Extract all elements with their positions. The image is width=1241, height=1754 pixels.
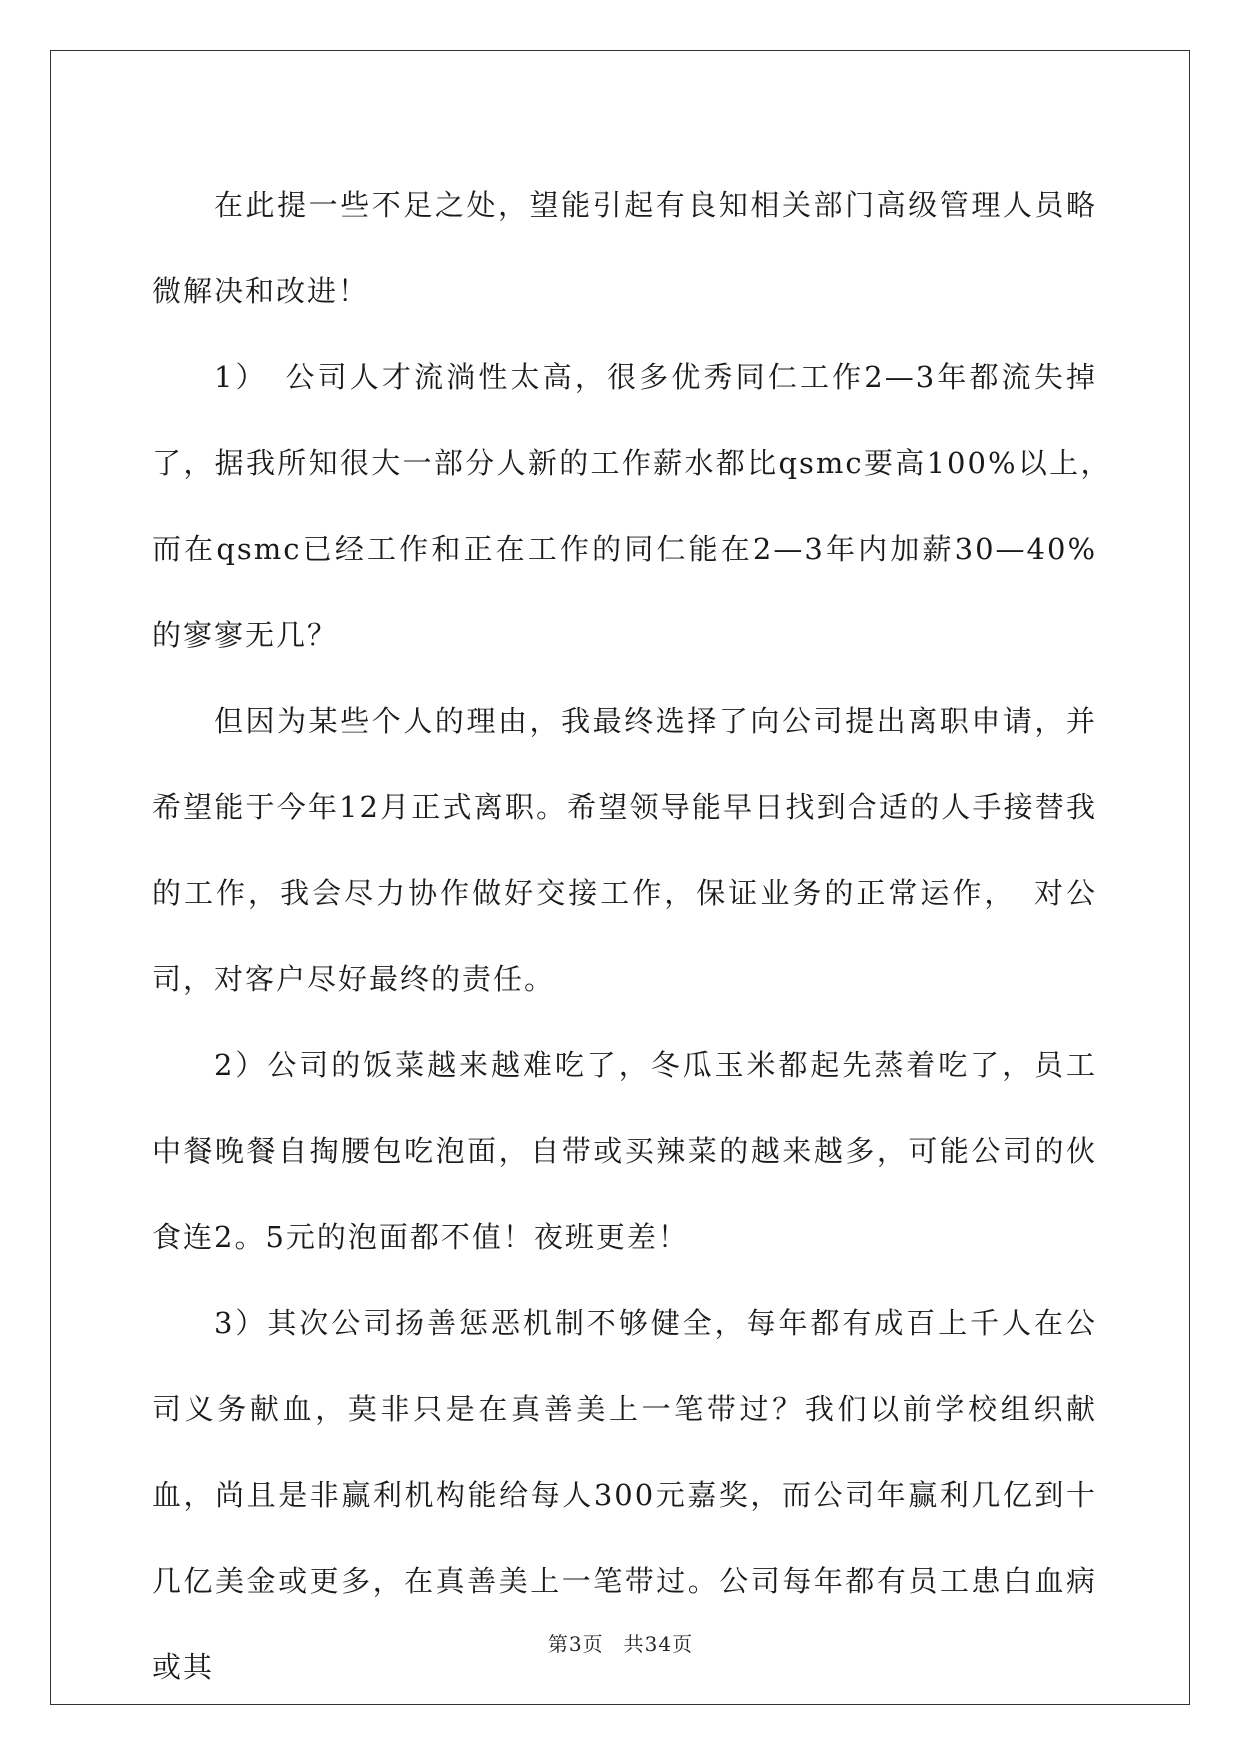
paragraph: 1） 公司人才流淌性太高，很多优秀同仁工作2—3年都流失掉了，据我所知很大一部分人新的工作薪水都比qsmc要高100%以上， 而在qsmc已经工作和正在工作的同仁能在2—3年内加薪30—40%的寥寥无几？ bbox=[152, 360, 1129, 652]
paragraph: 2）公司的饭菜越来越难吃了，冬瓜玉米都起先蒸着吃了，员工中餐晚餐自掏腰包吃泡面，自带或买辣菜的越来越多，可能公司的伙食连2。5元的泡面都不值！夜班更差！ bbox=[152, 1048, 1097, 1254]
page-number: 第3页 bbox=[547, 1632, 604, 1656]
paragraph: 在此提一些不足之处，望能引起有良知相关部门高级管理人员略微解决和改进！ bbox=[152, 188, 1097, 308]
paragraph: 3）其次公司扬善惩恶机制不够健全，每年都有成百上千人在公司义务献血，莫非只是在真善美上一笔带过？我们以前学校组织献血，尚且是非赢利机构能给每人300元嘉奖，而公司年赢利几亿到十几亿美金或更多，在真善美上一笔带过。公司每年都有员工患白血病或其 bbox=[152, 1306, 1097, 1684]
page-footer bbox=[0, 1628, 1241, 1657]
paragraph: 但因为某些个人的理由，我最终选择了向公司提出离职申请，并希望能于今年12月正式离职。希望领导能早日找到合适的人手接替我的工作，我会尽力协作做好交接工作，保证业务的正常运作， 对公司，对客户尽好最终的责任。 bbox=[152, 704, 1097, 996]
page-total: 共34页 bbox=[623, 1632, 694, 1656]
document-body bbox=[152, 162, 1129, 1710]
